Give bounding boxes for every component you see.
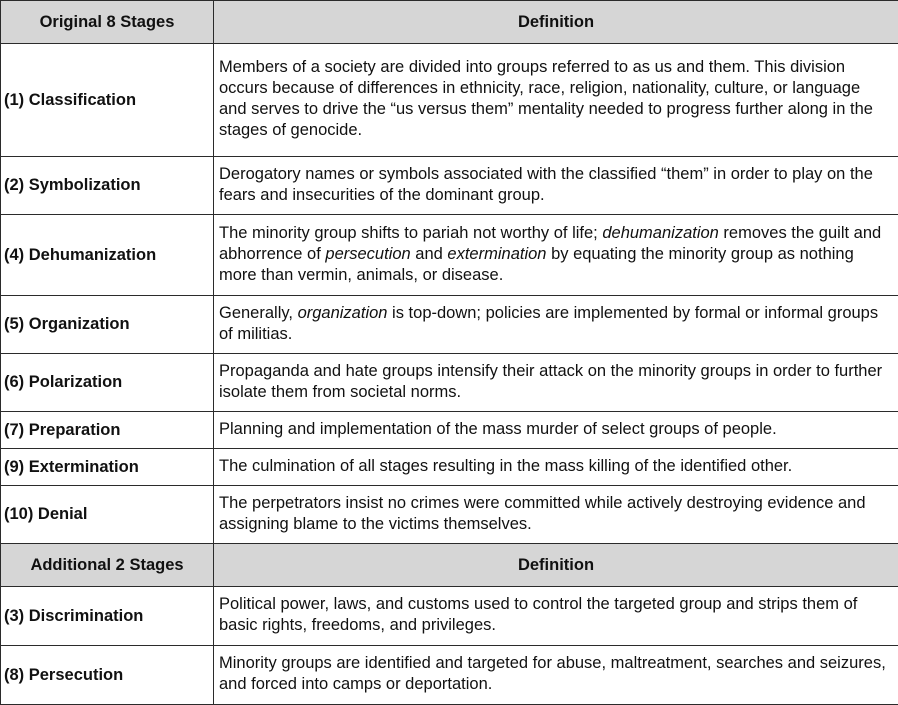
table-row [1,354,898,412]
definition-text: removes the guilt and abhorrence of [219,224,881,263]
table-row [1,449,898,486]
table-row [1,296,898,354]
table-row [1,412,898,449]
stage-name: (1) Classification [1,44,214,157]
header-additional-stages: Additional 2 Stages [1,544,214,587]
stage-definition [214,646,898,705]
definition-text: The culmination of all stages resulting in the mass killing of the identified other. [219,457,792,475]
definition-text: by equating the minority group as nothing more than vermin, animals, or disease. [219,245,854,284]
table-row [1,486,898,544]
stage-name: (6) Polarization [1,354,214,412]
table-row [1,587,898,646]
stage-name: (8) Persecution [1,646,214,705]
stage-name: (2) Symbolization [1,157,214,215]
definition-text: Members of a society are divided into groups referred to as us and them. This division occurs because of differences in ethnicity, race, religion, nationality, culture, or language and serves to drive the “us versus them” mentality needed to progress further along in the stages of genocide. [219,58,873,139]
definition-emphasis: organization [298,304,388,322]
definition-text: and [411,245,448,263]
definition-emphasis: dehumanization [602,224,719,242]
stage-definition [214,412,898,449]
table-row [1,215,898,296]
definition-text: Political power, laws, and customs used to control the targeted group and strips them of basic rights, freedoms, and privileges. [219,595,857,634]
stage-definition [214,157,898,215]
definition-text: The minority group shifts to pariah not worthy of life; [219,224,602,242]
stage-name: (9) Extermination [1,449,214,486]
header-row-original [1,1,898,44]
stage-definition [214,44,898,157]
definition-text: is top-down; policies are implemented by formal or informal groups of militias. [219,304,878,343]
header-original-stages: Original 8 Stages [1,1,214,44]
stage-name: (5) Organization [1,296,214,354]
stage-definition [214,587,898,646]
definition-text: The perpetrators insist no crimes were committed while actively destroying evidence and assigning blame to the victims themselves. [219,494,866,533]
definition-text: Derogatory names or symbols associated with the classified “them” in order to play on the fears and insecurities of the dominant group. [219,165,873,204]
definition-text: Minority groups are identified and targeted for abuse, maltreatment, searches and seizures, and forced into camps or deportation. [219,654,886,693]
stage-name: (4) Dehumanization [1,215,214,296]
table-row [1,157,898,215]
table-row [1,646,898,705]
definition-text: Propaganda and hate groups intensify their attack on the minority groups in order to further isolate them from societal norms. [219,362,882,401]
stage-definition [214,449,898,486]
stage-name: (3) Discrimination [1,587,214,646]
header-row-additional [1,544,898,587]
stage-name: (10) Denial [1,486,214,544]
stage-definition [214,215,898,296]
stage-definition [214,486,898,544]
definition-emphasis: extermination [447,245,546,263]
stage-definition [214,296,898,354]
header-definition: Definition [214,544,898,587]
header-definition: Definition [214,1,898,44]
definition-emphasis: persecution [325,245,410,263]
stage-name: (7) Preparation [1,412,214,449]
definition-text: Planning and implementation of the mass murder of select groups of people. [219,420,777,438]
table-row [1,44,898,157]
stage-definition [214,354,898,412]
definition-text: Generally, [219,304,298,322]
